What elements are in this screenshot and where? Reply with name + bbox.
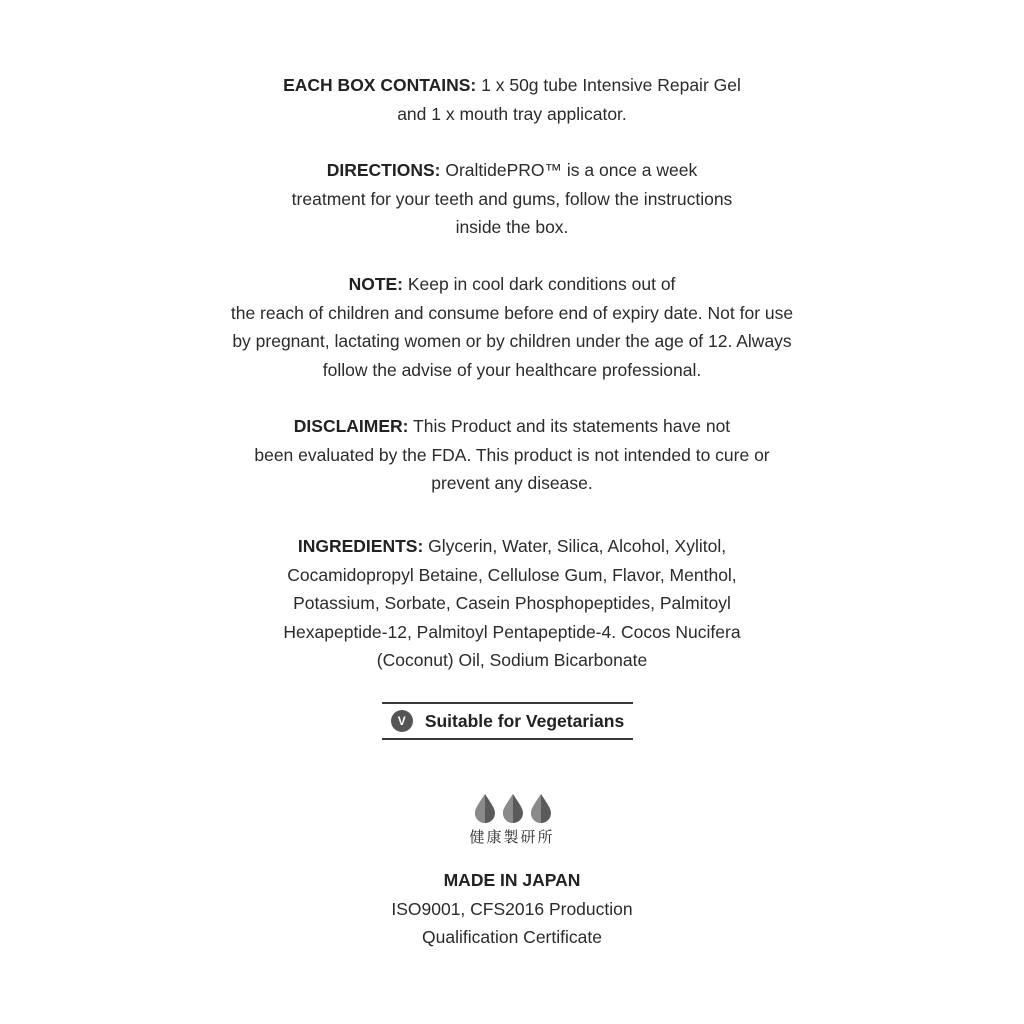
- certification-line-1: ISO9001, CFS2016 Production: [391, 898, 633, 919]
- ingredients-line-1: [0, 532, 1024, 561]
- ingredients-label: INGREDIENTS:: [297, 536, 424, 556]
- box-contents-text: 1 x 50g tube Intensive Repair Gel: [476, 75, 741, 95]
- vegetarian-badge: [382, 706, 633, 736]
- note-line-3: by pregnant, lactating women or by children under the age of 12. Always: [232, 331, 792, 351]
- note-text: Keep in cool dark conditions out of: [403, 274, 676, 294]
- ingredients-line-5: (Coconut) Oil, Sodium Bicarbonate: [376, 650, 648, 670]
- note-line-1: [0, 270, 1024, 299]
- drop-2: [503, 794, 523, 823]
- brand-logo: [462, 793, 562, 853]
- vegetarian-badge-icon: V: [391, 710, 413, 732]
- origin-section: [0, 866, 1024, 952]
- drop-3: [531, 794, 551, 823]
- vegetarian-label: Suitable for Vegetarians: [424, 710, 625, 731]
- note-label: NOTE:: [348, 274, 404, 294]
- vegetarian-divider-top: [382, 702, 633, 704]
- disclaimer-line-1: [0, 412, 1024, 441]
- box-contents-section: [0, 71, 1024, 128]
- box-contents-line-2: and 1 x mouth tray applicator.: [397, 103, 627, 124]
- disclaimer-line-2: been evaluated by the FDA. This product is not intended to cure or: [254, 444, 770, 465]
- note-line-2: the reach of children and consume before end of expiry date. Not for use: [230, 302, 794, 323]
- certification-line-2: Qualification Certificate: [422, 927, 602, 947]
- drop-1: [475, 794, 495, 823]
- disclaimer-label: DISCLAIMER:: [293, 416, 409, 436]
- directions-line-1: [0, 156, 1024, 185]
- disclaimer-text: This Product and its statements have not: [408, 416, 731, 436]
- brand-name-text: 健康製研所: [469, 828, 555, 846]
- directions-line-2: treatment for your teeth and gums, follow the instructions: [291, 188, 733, 209]
- directions-line-3: inside the box.: [455, 217, 569, 237]
- ingredients-line-4: Hexapeptide-12, Palmitoyl Pentapeptide-4. Cocos Nucifera: [283, 621, 741, 642]
- ingredients-line-2: Cocamidopropyl Betaine, Cellulose Gum, Flavor, Menthol,: [287, 564, 737, 585]
- vegetarian-divider-bottom: [382, 738, 633, 740]
- directions-text: OraltidePRO™ is a once a week: [440, 160, 698, 180]
- box-contents-label: EACH BOX CONTAINS:: [283, 75, 477, 95]
- directions-label: DIRECTIONS:: [326, 160, 441, 180]
- note-section: [0, 270, 1024, 384]
- three-drops-icon: [471, 793, 555, 823]
- directions-section: [0, 156, 1024, 242]
- ingredients-section: [0, 532, 1024, 675]
- disclaimer-section: [0, 412, 1024, 498]
- ingredients-text: Glycerin, Water, Silica, Alcohol, Xylitol,: [423, 536, 727, 556]
- box-contents-line-1: [0, 71, 1024, 100]
- ingredients-line-3: Potassium, Sorbate, Casein Phosphopeptides, Palmitoyl: [293, 593, 731, 613]
- made-in-japan-title: MADE IN JAPAN: [443, 870, 581, 890]
- note-line-4: follow the advise of your healthcare professional.: [322, 359, 702, 380]
- disclaimer-line-3: prevent any disease.: [431, 473, 593, 493]
